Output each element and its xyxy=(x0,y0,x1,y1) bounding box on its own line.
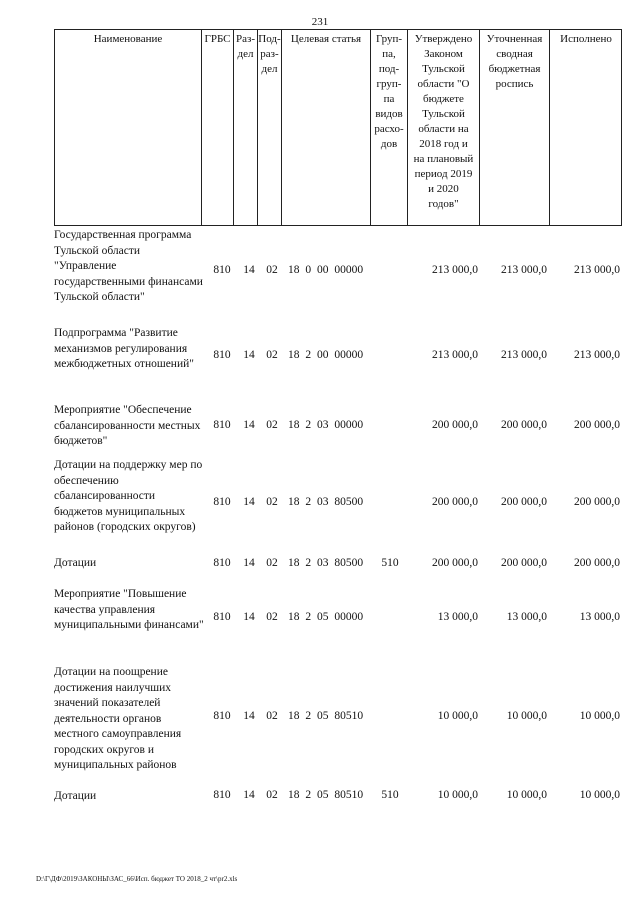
row-csr: 18 2 03 80500 xyxy=(288,557,364,569)
header-done: Исполнено xyxy=(560,33,612,45)
row-approved: 10 000,0 xyxy=(437,710,478,722)
row-podrazdel: 02 xyxy=(266,419,278,431)
row-razdel: 14 xyxy=(243,496,255,508)
header-podrazdel: Под- раз- дел xyxy=(258,30,282,226)
row-csr: 18 2 00 00000 xyxy=(288,349,364,361)
row-csr: 18 0 00 00000 xyxy=(288,264,364,276)
row-name: Дотации xyxy=(54,557,97,569)
row-refined: 10 000,0 xyxy=(506,710,547,722)
row-name: Дотации xyxy=(54,790,97,802)
row-name: Мероприятие "Повышение качества управления муниципальными финансами" xyxy=(54,588,204,631)
row-approved: 213 000,0 xyxy=(432,349,478,361)
row-done: 200 000,0 xyxy=(574,419,620,431)
row-podrazdel: 02 xyxy=(266,611,278,623)
row-done: 10 000,0 xyxy=(579,710,620,722)
row-razdel: 14 xyxy=(243,789,255,801)
row-grbs: 810 xyxy=(213,264,231,276)
row-done: 10 000,0 xyxy=(579,789,620,801)
row-approved: 213 000,0 xyxy=(432,264,478,276)
row-name: Государственная программа Тульской области "Управление государственными финансами Тульской области" xyxy=(54,229,203,303)
table-header xyxy=(54,29,622,226)
page-number: 231 xyxy=(311,16,329,28)
row-razdel: 14 xyxy=(243,264,255,276)
row-csr: 18 2 05 80510 xyxy=(288,710,364,722)
row-grbs: 810 xyxy=(213,419,231,431)
row-grbs: 810 xyxy=(213,789,231,801)
row-podrazdel: 02 xyxy=(266,557,278,569)
row-done: 200 000,0 xyxy=(574,496,620,508)
row-refined: 10 000,0 xyxy=(506,789,547,801)
row-razdel: 14 xyxy=(243,419,255,431)
row-podrazdel: 02 xyxy=(266,264,278,276)
row-grbs: 810 xyxy=(213,349,231,361)
row-grbs: 810 xyxy=(213,611,231,623)
row-approved: 200 000,0 xyxy=(432,496,478,508)
row-grbs: 810 xyxy=(213,496,231,508)
row-grbs: 810 xyxy=(213,710,231,722)
row-csr: 18 2 05 80510 xyxy=(288,789,364,801)
row-refined: 213 000,0 xyxy=(501,349,547,361)
header-name: Наименование xyxy=(55,30,202,226)
footer-path: D:\Г\ДФ\2019\ЗАКОНЫ\ЗАС_66\Исп. бюджет ТО 2018_2 чт\pr2.xls xyxy=(36,875,238,883)
header-grbs: ГРБС xyxy=(202,30,234,226)
row-vr: 510 xyxy=(381,557,399,569)
row-name: Подпрограмма "Развитие механизмов регулирования межбюджетных отношений" xyxy=(54,327,194,370)
row-csr: 18 2 05 00000 xyxy=(288,611,364,623)
row-refined: 200 000,0 xyxy=(501,419,547,431)
row-approved: 200 000,0 xyxy=(432,557,478,569)
header-vr: Груп- па, под- груп- па видов расхо- дов xyxy=(371,30,408,226)
row-podrazdel: 02 xyxy=(266,789,278,801)
row-podrazdel: 02 xyxy=(266,710,278,722)
header-refined: Уточненная сводная бюджетная роспись xyxy=(480,30,550,226)
row-approved: 13 000,0 xyxy=(437,611,478,623)
header-csr: Целевая статья xyxy=(282,30,371,226)
row-approved: 200 000,0 xyxy=(432,419,478,431)
row-name: Дотации на поощрение достижения наилучших значений показателей деятельности органов местного самоуправления городских округов и муниципальных районов xyxy=(54,666,182,771)
row-podrazdel: 02 xyxy=(266,496,278,508)
row-razdel: 14 xyxy=(243,611,255,623)
row-done: 13 000,0 xyxy=(579,611,620,623)
row-done: 200 000,0 xyxy=(574,557,620,569)
header-razdel: Раз- дел xyxy=(234,30,258,226)
row-refined: 200 000,0 xyxy=(501,496,547,508)
row-name: Мероприятие "Обеспечение сбалансированности местных бюджетов" xyxy=(54,404,201,447)
row-csr: 18 2 03 80500 xyxy=(288,496,364,508)
row-done: 213 000,0 xyxy=(574,264,620,276)
row-vr: 510 xyxy=(381,789,399,801)
row-csr: 18 2 03 00000 xyxy=(288,419,364,431)
row-name: Дотации на поддержку мер по обеспечению сбалансированности бюджетов муниципальных районов (городских округов) xyxy=(54,459,203,533)
row-razdel: 14 xyxy=(243,349,255,361)
row-done: 213 000,0 xyxy=(574,349,620,361)
row-refined: 200 000,0 xyxy=(501,557,547,569)
row-razdel: 14 xyxy=(243,557,255,569)
header-approved: Утверждено Законом Тульской области "О бюджете Тульской области на 2018 год и на плановый период 2019 и 2020 годов" xyxy=(408,30,480,226)
row-refined: 213 000,0 xyxy=(501,264,547,276)
row-razdel: 14 xyxy=(243,710,255,722)
row-refined: 13 000,0 xyxy=(506,611,547,623)
row-podrazdel: 02 xyxy=(266,349,278,361)
row-grbs: 810 xyxy=(213,557,231,569)
row-approved: 10 000,0 xyxy=(437,789,478,801)
